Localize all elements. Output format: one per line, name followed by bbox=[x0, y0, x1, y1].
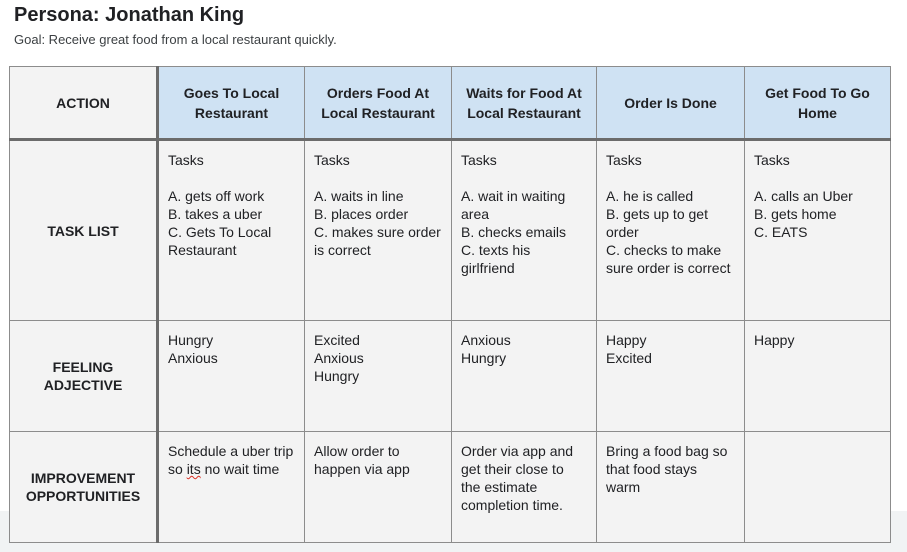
table-cell[interactable] bbox=[597, 140, 745, 321]
column-header-orders-food[interactable]: Orders Food At Local Restaurant bbox=[305, 67, 452, 140]
header-row bbox=[10, 67, 891, 140]
column-header-get-food-to-go-home[interactable]: Get Food To Go Home bbox=[745, 67, 891, 140]
column-header-order-is-done[interactable]: Order Is Done bbox=[597, 67, 745, 140]
table-cell[interactable] bbox=[745, 140, 891, 321]
feeling-adjective-row bbox=[10, 321, 891, 432]
persona-title: Persona: Jonathan King bbox=[14, 4, 245, 26]
table-cell[interactable] bbox=[305, 140, 452, 321]
corner-cell-action[interactable]: ACTION bbox=[10, 67, 158, 140]
cell-text: Bring a food bag so that food stays warm bbox=[606, 443, 728, 495]
cell-text: Happy bbox=[754, 332, 795, 348]
column-header-waits-for-food[interactable]: Waits for Food At Local Restaurant bbox=[452, 67, 597, 140]
cell-text: Allow order to happen via app bbox=[314, 443, 410, 477]
cell-text: Order via app and get their close to the estimate completion time. bbox=[461, 443, 574, 513]
cell-text bbox=[168, 442, 295, 478]
table-cell[interactable] bbox=[452, 432, 597, 543]
cell-text: Tasks A. wait in waiting area B. checks emails C. texts his girlfriend bbox=[461, 152, 567, 276]
table-cell[interactable] bbox=[745, 432, 891, 543]
cell-text: Tasks A. waits in line B. places order C. makes sure order is correct bbox=[314, 152, 441, 258]
cell-text: Hungry Anxious bbox=[168, 332, 218, 366]
cell-text-part: Schedule a uber trip so bbox=[168, 443, 294, 477]
table-cell[interactable] bbox=[745, 321, 891, 432]
row-header-feeling-adjective[interactable]: FEELING ADJECTIVE bbox=[10, 321, 158, 432]
misspelled-word[interactable]: its bbox=[186, 461, 201, 477]
cell-text: Tasks A. he is called B. gets up to get order C. checks to make sure order is correct bbox=[606, 152, 731, 276]
row-header-task-list[interactable]: TASK LIST bbox=[10, 140, 158, 321]
table-cell[interactable] bbox=[158, 432, 305, 543]
table-cell[interactable] bbox=[158, 140, 305, 321]
persona-goal: Goal: Receive great food from a local restaurant quickly. bbox=[14, 32, 337, 47]
cell-text-part: no wait time bbox=[200, 461, 280, 477]
row-header-improvement-opportunities[interactable]: IMPROVEMENT OPPORTUNITIES bbox=[10, 432, 158, 543]
column-header-goes-to-local-restaurant[interactable]: Goes To Local Restaurant bbox=[158, 67, 305, 140]
journey-map-table bbox=[9, 66, 891, 543]
table-cell[interactable] bbox=[452, 321, 597, 432]
improvement-opportunities-row bbox=[10, 432, 891, 543]
table-cell[interactable] bbox=[452, 140, 597, 321]
cell-text: Tasks A. calls an Uber B. gets home C. EATS bbox=[754, 152, 853, 240]
cell-text: Tasks A. gets off work B. takes a uber C. Gets To Local Restaurant bbox=[168, 152, 272, 258]
table-cell[interactable] bbox=[158, 321, 305, 432]
task-list-row bbox=[10, 140, 891, 321]
table-cell[interactable] bbox=[597, 432, 745, 543]
table-cell[interactable] bbox=[597, 321, 745, 432]
table-cell[interactable] bbox=[305, 432, 452, 543]
cell-text: Excited Anxious Hungry bbox=[314, 332, 364, 384]
cell-text: Anxious Hungry bbox=[461, 332, 511, 366]
cell-text: Happy Excited bbox=[606, 332, 652, 366]
table-cell[interactable] bbox=[305, 321, 452, 432]
